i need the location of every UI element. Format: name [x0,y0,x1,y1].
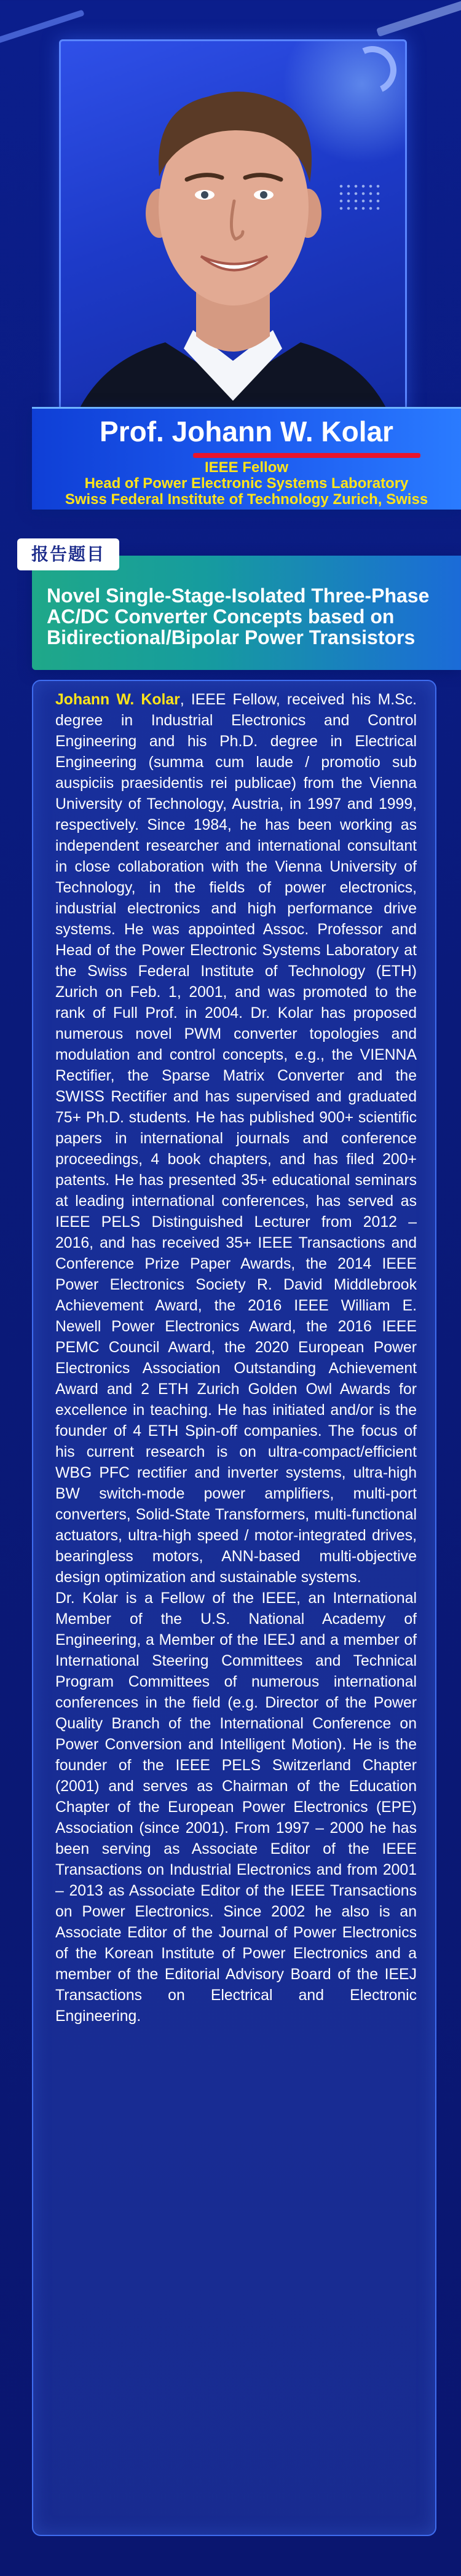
speaker-affiliation: Swiss Federal Institute of Technology Zurich, Swiss [65,491,428,508]
talk-tag: 报告题目 [17,538,119,570]
bio-paragraph-2: Dr. Kolar is a Fellow of the IEEE, an International Member of the U.S. National Academy of Engineering, a Member of the IEEJ and a member of International Steering Committees and Technical Program Committees of numerous international conferences in the field (e.g. Director of the Power Quality Branch of the International Conference on Power Conversion and Intelligent Motion). He is the founder of the IEEE PELS Switzerland Chapter (2001) and serves as Chairman of the Education Chapter of the European Power Electronics (EPE) Association (since 2001). From 1997 – 2000 he has been serving as Associate Editor of the IEEE Transactions on Industrial Electronics and from 2001 – 2013 as Associate Editor of the IEEE Transactions on Power Electronics. Since 2002 he also is an Associate Editor of the Journal of Power Electronics of the Korean Institute of Power Electronics and a member of the Editorial Advisory Board of the IEEJ Transactions on Electrical and Electronic Engineering. [55,1590,417,2025]
speaker-photo [59,39,407,424]
speaker-banner [32,407,461,510]
talk-title: Novel Single-Stage-Isolated Three-Phase AC/DC Converter Concepts based on Bidirectional/Bipolar Power Transistors [47,585,430,648]
speaker-name-main: Johann W. Kolar [171,416,393,447]
speaker-fellowship: IEEE Fellow [204,459,289,476]
decor-stripe-right [376,0,461,37]
speaker-title-prefix: Prof. [100,416,164,447]
bio-paragraph-1-text: , IEEE Fellow, received his M.Sc. degree in Industrial Electronics and Control Engineering and his Ph.D. degree in Electrical Engineering (summa cum laude / promotio sub auspiciis praesidentis rei publicae) from the Vienna University of Technology, Austria, in 1997 and 1999, respectively. Since 1984, he has been working as independent researcher and international consultant in close collaboration with the Vienna University of Technology, in the fields of power electronics, industrial electronics and high performance drive systems. He was appointed Assoc. Professor and Head of the Power Electronic Systems Laboratory at the Swiss Federal Institute of Technology (ETH) Zurich on Feb. 1, 2001, and was promoted to the rank of Full Prof. in 2004. Dr. Kolar has proposed numerous novel PWM converter topologies and modulation and control concepts, e.g., the VIENNA Rectifier, the Sparse Matrix Converter and the SWISS Rectifier and has supervised and graduated 75+ Ph.D. students. He has published 900+ scientific papers in international journals and conference proceedings, 4 book chapters, and has filed 200+ patents. He has presented 35+ educational seminars at leading international conferences, has served as IEEE PELS Distinguished Lecturer from 2012 – 2016, and has received 35+ IEEE Transactions and Conference Prize Paper Awards, the 2014 IEEE Power Electronics Society R. David Middlebrook Achievement Award, the 2016 IEEE William E. Newell Power Electronics Award, the 2016 IEEE PEMC Council Award, the 2020 European Power Electronics Association Outstanding Achievement Award and 2 ETH Zurich Golden Owl Awards for excellence in teaching. He has initiated and/or is the founder of 4 ETH Spin-off companies. The focus of his current research is on ultra-compact/efficient WBG PFC rectifier and inverter systems, ultra-high BW switch-mode power amplifiers, multi-port converters, Solid-State Transformers, multi-functional actuators, ultra-high speed / motor-integrated drives, bearingless motors, ANN-based multi-objective design optimization and sustainable systems. [55,691,417,1586]
bio-panel [32,680,436,2536]
speaker-position: Head of Power Electronic Systems Laboratory [84,475,409,492]
speaker-name [32,415,461,448]
bio-text [55,690,417,2027]
bio-name-highlight: Johann W. Kolar [55,691,180,708]
name-underline [193,453,420,458]
bio-paragraph-1 [55,690,417,1588]
talk-title-box [32,556,461,670]
speaker-portrait [61,41,405,422]
